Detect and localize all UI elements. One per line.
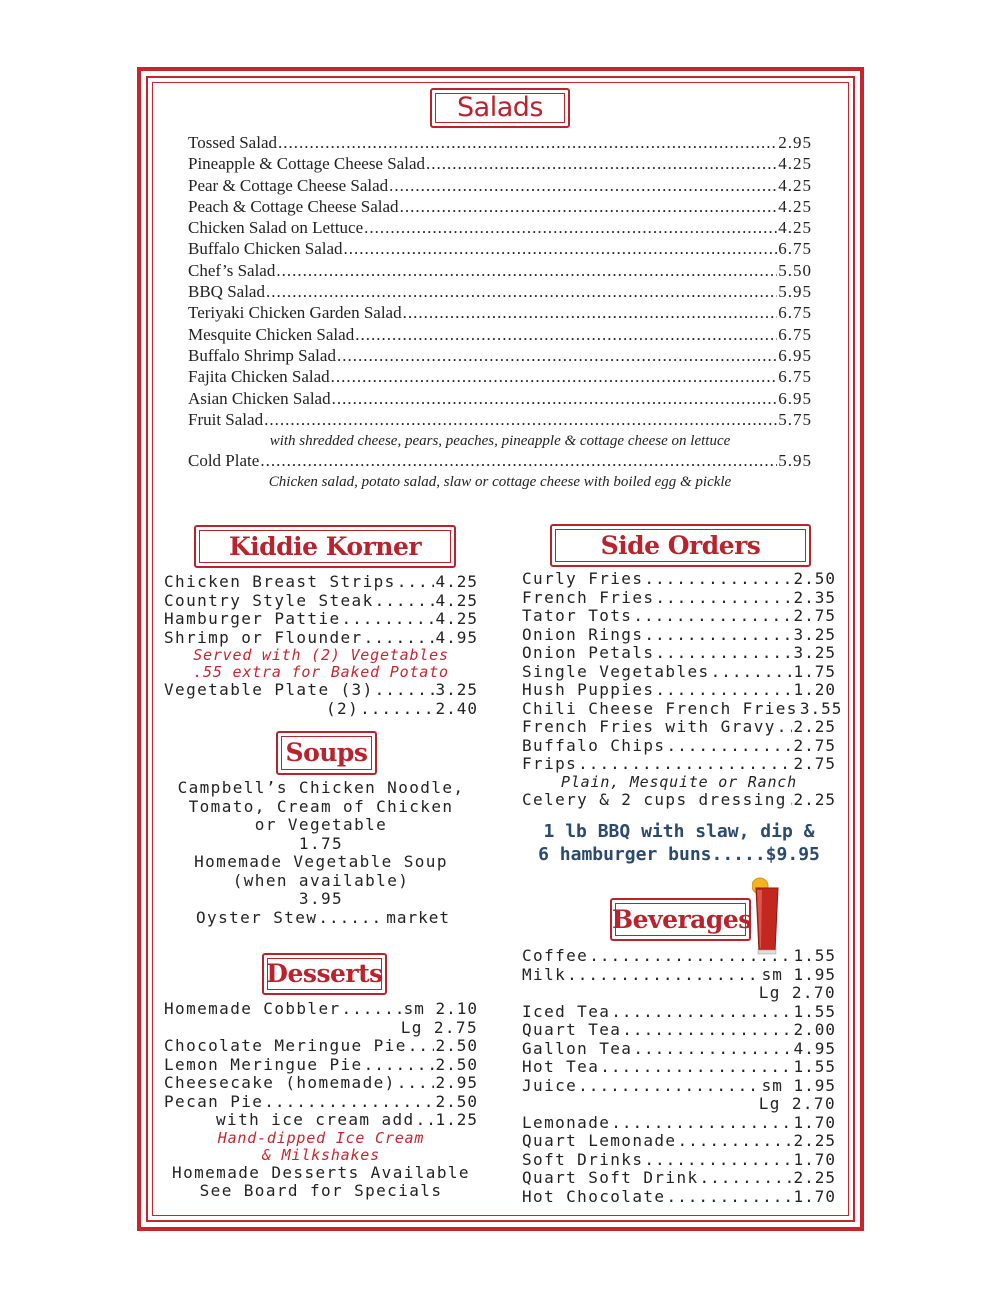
kiddie-note: Served with (2) Vegetables — [193, 646, 449, 664]
dot-leader — [355, 325, 777, 345]
soup-line: or Vegetable — [254, 815, 388, 834]
dot-leader — [622, 1020, 792, 1039]
salad-item-price: 6.95 — [778, 345, 812, 365]
beverage-item-name: Lemonade — [522, 1112, 611, 1132]
dot-leader — [655, 680, 792, 699]
side-item-price: 1.75 — [793, 661, 836, 681]
sides-heading — [550, 524, 811, 567]
dot-leader — [375, 591, 435, 610]
dot-leader — [633, 1039, 792, 1058]
beverages-heading — [610, 898, 751, 941]
side-item — [522, 790, 836, 809]
beverage-item-name: Hot Chocolate — [522, 1186, 666, 1206]
beverage-item-price: 1.70 — [793, 1186, 836, 1206]
dot-leader — [397, 1073, 435, 1092]
dot-leader — [389, 176, 777, 196]
salad-item-name: Pear & Cottage Cheese Salad — [188, 175, 389, 195]
dot-leader — [700, 1168, 793, 1187]
beverage-item — [522, 1076, 836, 1095]
side-item-price: 2.25 — [793, 717, 836, 736]
dot-leader — [567, 965, 760, 984]
side-item-price: 2.75 — [793, 606, 836, 625]
dot-leader — [788, 790, 793, 809]
kiddie-item — [164, 591, 478, 610]
dessert-price-lg: Lg 2.75 — [400, 1017, 478, 1037]
dot-leader — [644, 1150, 792, 1169]
dot-leader — [711, 662, 793, 681]
beverage-item-price: 2.00 — [793, 1020, 836, 1039]
side-item-name: French Fries with Gravy — [522, 717, 776, 736]
dot-leader — [403, 303, 778, 323]
beverage-item-name: Juice — [522, 1075, 578, 1095]
salad-item-name: Peach & Cottage Cheese Salad — [188, 196, 399, 216]
side-item-price: 1.20 — [793, 680, 836, 699]
beverage-item-price: sm 1.95 — [761, 964, 836, 984]
kiddie-item-name: Country Style Steak — [164, 590, 374, 610]
salad-item — [188, 303, 812, 324]
beverage-item-name: Milk — [522, 964, 567, 984]
salad-item — [188, 451, 812, 472]
dessert-item — [164, 1092, 478, 1111]
beverages-heading-text: Beverages — [612, 905, 752, 934]
salad-item-name: Fajita Chicken Salad — [188, 367, 330, 387]
side-item-name: Buffalo Chips — [522, 735, 666, 755]
salad-item-name: Cold Plate — [188, 451, 260, 471]
beverage-item — [522, 1150, 836, 1169]
beverage-item-name: Quart Lemonade — [522, 1131, 677, 1150]
salad-item-price: 5.75 — [778, 409, 812, 429]
side-item-price: 2.35 — [793, 587, 836, 607]
kiddie-list — [164, 572, 478, 717]
kiddie-heading — [194, 525, 456, 568]
bbq-special-line1: 1 lb BBQ with slaw, dip & — [543, 821, 815, 842]
soup-line: Tomato, Cream of Chicken — [188, 796, 454, 816]
kiddie-item-price: 3.25 — [435, 680, 478, 699]
salad-item-price: 4.25 — [778, 154, 812, 174]
bbq-special — [522, 820, 836, 866]
side-item — [522, 569, 836, 588]
dot-leader — [400, 197, 778, 217]
bbq-special-line2: 6 hamburger buns.....$9.95 — [538, 844, 820, 865]
soup-item — [196, 908, 450, 927]
dessert-line: See Board for Specials — [199, 1181, 443, 1200]
dessert-item-price: 2.50 — [435, 1091, 478, 1111]
kiddie-item — [164, 609, 478, 628]
dessert-item-name: Pecan Pie — [164, 1091, 264, 1111]
kiddie-item-name: (2) — [326, 698, 360, 718]
kiddie-item-name: Hamburger Pattie — [164, 609, 341, 628]
side-item-price: 3.25 — [793, 624, 836, 644]
sides-heading-text: Side Orders — [600, 531, 761, 560]
salad-item-price: 6.75 — [778, 303, 812, 323]
side-item — [522, 588, 836, 607]
kiddie-item-price: 4.25 — [435, 609, 478, 628]
kiddie-item-name: Shrimp or Flounder — [164, 627, 363, 647]
soup-line: 1.75 — [298, 833, 344, 853]
dot-leader — [578, 754, 792, 773]
dot-leader — [264, 410, 777, 430]
dot-leader — [331, 367, 778, 387]
salads-heading — [430, 88, 570, 128]
salad-item — [188, 218, 812, 239]
salads-list — [188, 133, 812, 492]
side-item-price: 2.50 — [793, 569, 836, 588]
dessert-item-price: sm 2.10 — [403, 999, 478, 1018]
kiddie-item-name: Vegetable Plate (3) — [164, 680, 374, 699]
dot-leader — [266, 282, 777, 302]
kiddie-item-price: 4.95 — [435, 627, 478, 647]
dessert-item-price: 2.95 — [435, 1073, 478, 1092]
beverage-item-price: 2.25 — [793, 1168, 836, 1187]
salad-item — [188, 325, 812, 346]
beverage-item — [522, 1113, 836, 1132]
side-item-name: Onion Petals — [522, 643, 655, 662]
salad-item-name: Chicken Salad on Lettuce — [188, 218, 364, 238]
dot-leader — [397, 572, 435, 591]
dot-leader — [332, 389, 778, 409]
salad-item-price: 5.50 — [778, 260, 812, 280]
dot-leader — [426, 154, 777, 174]
soup-line: 3.95 — [298, 889, 344, 908]
side-item-price: 2.75 — [793, 735, 836, 755]
side-item — [522, 662, 836, 681]
dot-leader — [666, 736, 792, 755]
dot-leader — [578, 1076, 760, 1095]
side-item — [522, 625, 836, 644]
beverage-item-price: sm 1.95 — [761, 1075, 836, 1095]
salad-item — [188, 133, 812, 154]
salad-item — [188, 346, 812, 367]
salad-item — [188, 261, 812, 282]
side-item-price: 2.25 — [793, 789, 836, 809]
salad-item-price: 5.95 — [778, 451, 812, 471]
dot-leader — [600, 1057, 792, 1076]
side-item-price: 2.75 — [793, 754, 836, 773]
beverage-item-name: Hot Tea — [522, 1057, 600, 1076]
salad-item-name: Buffalo Shrimp Salad — [188, 345, 336, 365]
dot-leader — [611, 1002, 792, 1021]
dot-leader — [344, 239, 778, 259]
salad-item-price: 4.25 — [778, 218, 812, 238]
dessert-line: Homemade Desserts Available — [172, 1162, 470, 1182]
soups-list — [164, 778, 478, 926]
dot-leader — [264, 1092, 434, 1111]
kiddie-heading-text: Kiddie Korner — [228, 532, 422, 561]
dot-leader — [633, 606, 792, 625]
beverage-item-price: 2.25 — [793, 1131, 836, 1150]
beverage-price-lg: Lg 2.70 — [758, 1094, 836, 1113]
side-item-name: Tator Tots — [522, 606, 633, 625]
side-item-price: 3.55 — [799, 698, 843, 718]
beverage-item-name: Coffee — [522, 946, 589, 965]
salad-item-price: 2.95 — [778, 133, 812, 152]
dot-leader — [416, 1110, 435, 1129]
desserts-heading — [262, 953, 387, 995]
soup-item-price: market — [386, 907, 450, 927]
side-item-name: Frips — [522, 754, 578, 773]
dessert-item — [164, 1036, 478, 1055]
side-item — [522, 698, 843, 718]
dot-leader — [342, 609, 435, 628]
beverage-item-name: Quart Tea — [522, 1020, 622, 1039]
salad-item-name: Fruit Salad — [188, 409, 264, 429]
kiddie-item — [164, 572, 478, 591]
kiddie-item-price: 4.25 — [435, 572, 478, 591]
salad-item-name: Pineapple & Cottage Cheese Salad — [188, 154, 425, 174]
kiddie-item — [164, 628, 478, 647]
dot-leader — [260, 451, 777, 471]
beverage-price-lg: Lg 2.70 — [758, 983, 836, 1002]
side-item-name: Chili Cheese French Fries — [522, 698, 798, 718]
beverage-item-price: 1.70 — [793, 1149, 836, 1169]
dessert-note: Hand-dipped Ice Cream — [217, 1128, 425, 1147]
dessert-item-name: Lemon Meringue Pie — [164, 1054, 363, 1074]
side-item-name: French Fries — [522, 587, 655, 607]
dot-leader — [375, 680, 435, 699]
beverage-item-price: 1.55 — [793, 1057, 836, 1076]
salad-item — [188, 239, 812, 260]
side-item — [522, 754, 836, 773]
dot-leader — [611, 1113, 792, 1132]
beverage-item — [522, 1168, 836, 1187]
beverage-item — [522, 1057, 836, 1076]
beverage-item-name: Iced Tea — [522, 1001, 611, 1021]
soup-item-name: Oyster Stew — [196, 907, 318, 927]
beverage-item — [522, 1131, 836, 1150]
dot-leader — [777, 717, 793, 736]
dot-leader — [318, 908, 385, 927]
sides-list — [522, 569, 843, 809]
salad-item-price: 4.25 — [778, 196, 812, 216]
dessert-note: & Milkshakes — [262, 1145, 380, 1164]
kiddie-item — [164, 680, 478, 699]
beverage-item-price: 4.95 — [793, 1038, 836, 1058]
salad-item — [188, 367, 812, 388]
dot-leader — [655, 643, 792, 662]
dessert-item-price: 2.50 — [435, 1036, 478, 1055]
dessert-item — [164, 1073, 478, 1092]
beverage-item — [522, 1002, 836, 1021]
side-item — [522, 643, 836, 662]
salad-item-name: Buffalo Chicken Salad — [188, 239, 343, 259]
salad-item-name: Tossed Salad — [188, 133, 277, 152]
soups-heading — [276, 731, 377, 775]
salad-item-price: 4.25 — [778, 175, 812, 195]
kiddie-item-price: 4.25 — [435, 590, 478, 610]
fruit-salad-note: with shredded cheese, pears, peaches, pineapple & cottage cheese on lettuce — [269, 433, 731, 450]
dot-leader — [364, 218, 777, 238]
salad-item-price: 5.95 — [778, 282, 812, 302]
kiddie-item-name: Chicken Breast Strips — [164, 572, 396, 591]
beverage-item-name: Soft Drinks — [522, 1149, 644, 1169]
dot-leader — [408, 1036, 435, 1055]
dot-leader — [364, 628, 435, 647]
dessert-item-name: Homemade Cobbler — [164, 999, 341, 1018]
salad-item-price: 6.75 — [778, 324, 812, 344]
salad-item-price: 6.95 — [778, 388, 812, 408]
salad-item-name: BBQ Salad — [188, 282, 265, 302]
dot-leader — [364, 1055, 435, 1074]
dessert-item — [216, 1110, 478, 1129]
dot-leader — [589, 946, 792, 965]
iced-tea-glass-icon — [752, 876, 782, 956]
side-item-name: Onion Rings — [522, 624, 644, 644]
salad-item-name: Asian Chicken Salad — [188, 388, 331, 408]
side-item-name: Single Vegetables — [522, 661, 710, 681]
salads-heading-text: Salads — [457, 92, 543, 123]
side-item-name: Celery & 2 cups dressing — [522, 789, 787, 809]
desserts-heading-text: Desserts — [266, 959, 383, 988]
beverage-item-price: 1.70 — [793, 1112, 836, 1132]
kiddie-note: .55 extra for Baked Potato — [193, 663, 449, 681]
frips-note: Plain, Mesquite or Ranch — [561, 772, 797, 791]
beverage-item — [522, 1039, 836, 1058]
salad-item-name: Chef’s Salad — [188, 260, 276, 280]
dessert-item-price: 1.25 — [435, 1110, 478, 1129]
salad-item — [188, 410, 812, 431]
salad-item-name: Teriyaki Chicken Garden Salad — [188, 303, 402, 323]
salad-item-name: Mesquite Chicken Salad — [188, 324, 355, 344]
side-item — [522, 680, 836, 699]
beverage-item-name: Gallon Tea — [522, 1038, 633, 1058]
beverage-item-name: Quart Soft Drink — [522, 1168, 699, 1187]
dessert-item — [164, 1055, 478, 1074]
soup-line: (when available) — [232, 870, 410, 890]
dessert-item-name: Chocolate Meringue Pie — [164, 1036, 407, 1055]
beverage-item — [522, 946, 836, 965]
beverage-item-price: 1.55 — [793, 946, 836, 965]
salad-item — [188, 282, 812, 303]
dessert-item — [164, 999, 478, 1018]
beverage-item-price: 1.55 — [793, 1001, 836, 1021]
dot-leader — [278, 133, 777, 153]
dot-leader — [342, 999, 403, 1018]
soup-line: Homemade Vegetable Soup — [194, 852, 448, 871]
salad-item-price: 6.75 — [778, 367, 812, 387]
dot-leader — [644, 625, 792, 644]
dessert-item-price: 2.50 — [435, 1054, 478, 1074]
dot-leader — [655, 588, 792, 607]
desserts-list — [164, 999, 478, 1200]
salad-item — [188, 197, 812, 218]
salad-item-price: 6.75 — [778, 239, 812, 259]
side-item-price: 3.25 — [793, 643, 836, 662]
soups-heading-text: Soups — [285, 738, 368, 767]
dot-leader — [666, 1187, 792, 1206]
side-item — [522, 606, 836, 625]
dessert-item-name: Cheesecake (homemade) — [164, 1073, 396, 1092]
cold-plate-note: Chicken salad, potato salad, slaw or cottage cheese with boiled egg & pickle — [268, 474, 732, 491]
beverage-item — [522, 1187, 836, 1206]
beverages-list — [522, 946, 836, 1205]
beverage-item — [522, 965, 836, 984]
side-item — [522, 736, 836, 755]
kiddie-item-price: 2.40 — [435, 698, 478, 718]
salad-item — [188, 389, 812, 410]
dot-leader — [337, 346, 777, 366]
salad-item — [188, 154, 812, 175]
dot-leader — [677, 1131, 792, 1150]
side-item-name: Hush Puppies — [522, 680, 655, 699]
beverage-item — [522, 1020, 836, 1039]
soup-line: Campbell’s Chicken Noodle, — [177, 778, 465, 797]
dessert-item-name: with ice cream add — [216, 1110, 415, 1129]
dot-leader — [644, 569, 792, 588]
side-item — [522, 717, 836, 736]
salad-item — [188, 176, 812, 197]
dot-leader — [276, 261, 777, 281]
dot-leader — [360, 699, 434, 718]
side-item-name: Curly Fries — [522, 569, 644, 588]
kiddie-item — [164, 699, 478, 718]
